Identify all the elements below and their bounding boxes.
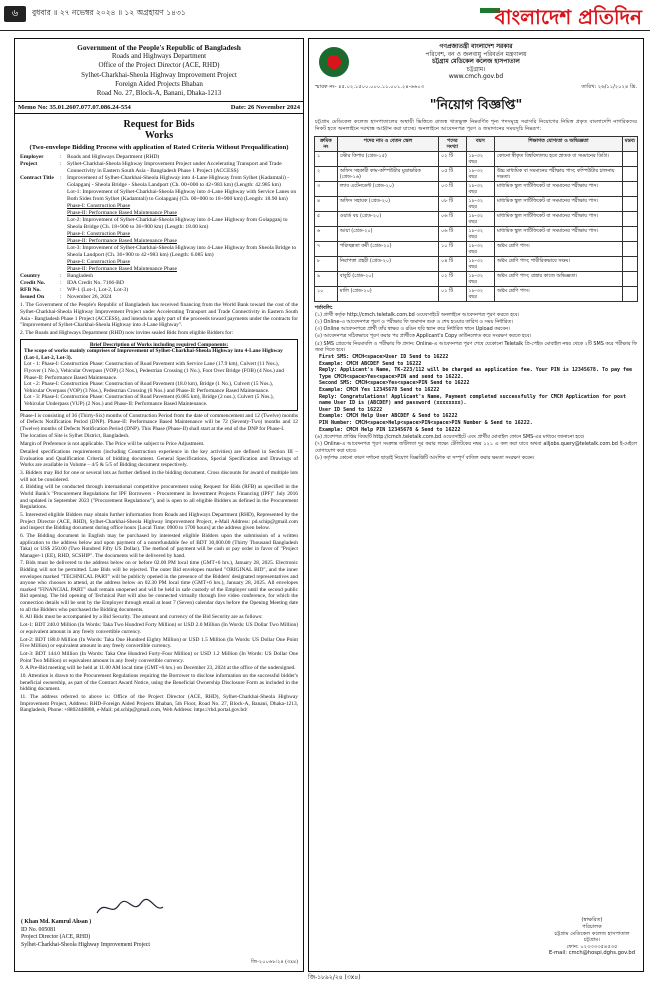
table-cell: অফিস সহকারী কাম-কম্পিউটার মুদ্রাক্ষরিক (গ্রেড-১৬)	[337, 166, 438, 181]
recruitment-header-line: চট্টগ্রাম।	[466, 65, 486, 73]
rfb-title-line: Works	[144, 130, 174, 142]
contract-title: Improvement of Sylhet-Charkhai-Sheola Highway into 4-Lane Highway from Sylhet (Kadamtali) - Golapganj - Sheola Bridge - Sheola Landport (Ch. 00+000 to 42+983 km) (Length: 42.985 km)	[67, 175, 290, 189]
table-cell: কোনো স্বীকৃত বিশ্ববিদ্যালয় হতে স্নাতক বা সমমানের ডিগ্রি।	[495, 151, 623, 166]
kv-project: Project : Sylhet-Charkhai-Sheola Highway Improvement Project under Accelerating Transport and Trade Connectivity in Eastern South Asia - Bangladesh Phase 1 Project (ACCESS)	[15, 161, 303, 175]
table-cell: স্টোর কিপার (গ্রেড-১৫)	[337, 151, 438, 166]
signature-icon	[95, 897, 165, 919]
recruitment-header-line: গণপ্রজাতন্ত্রী বাংলাদেশ সরকার	[439, 43, 513, 50]
note-item: (৪) আবেদনপত্র সঠিকভাবে পূরণ করার পর প্রার্থীকে Applicant's Copy ডাউনলোড করে সংরক্ষণ করতে হবে।	[315, 333, 532, 340]
rfb-header-line: Government of the People's Republic of Bangladesh	[77, 43, 241, 52]
paragraph: Phase-I is consisting of 36 (Thirty-Six) months of Construction Period from the date of commencement and 12 (Twelve) months of Defects Notification Period (DNP). Phase-II: Performance Based Maintenance will be 72 (Seventy-Two) months and 12 (Twelve) months of Defects Notification Period (DNP). This Phase (Phase-II) shall start at the end of the DNP for Phase-I.	[20, 412, 298, 432]
table-cell: ১৮-৩২ বছর	[466, 271, 495, 286]
table-cell: পরিচ্ছন্নতা কর্মী (গ্রেড-২০)	[337, 241, 438, 256]
newspaper-header	[0, 0, 650, 31]
kv-value	[67, 175, 298, 273]
phase-label: Phase-II: Performance Based Maintenance Phase	[67, 238, 177, 245]
recruitment-header-line: www.cmch.gov.bd	[448, 73, 504, 81]
column-header: বয়স	[466, 136, 495, 151]
table-cell: ৭	[315, 241, 338, 256]
paragraph: 9. A Pre-Bid meeting will be held at 11.00 AM local time (GMT+6 hrs.) on December 23, 2024 at the office of the undersigned.	[20, 665, 296, 672]
kv-value: Bangladesh	[67, 273, 94, 280]
table-cell	[622, 286, 637, 301]
lot-3-desc: Lot-3: Improvement of Sylhet-Charkhai-Sheola Highway into 4-Lane Highway from Sheola Bridge to Sheola Landport (Ch. 36+900 to 42+983 km) (Length: 6.085 km)	[67, 245, 297, 259]
rfb-title-line: Request for Bids	[123, 119, 195, 131]
kv-value: WP-1 (Lot-1, Lot-2, Lot-3)	[67, 287, 129, 294]
jobs-table	[314, 136, 638, 302]
table-cell	[622, 196, 637, 211]
rfb-advertisement	[14, 38, 304, 972]
kv-key: Country	[20, 273, 41, 280]
table-cell: ১৮-৩২ বছর	[466, 181, 495, 196]
table-cell: ৯	[315, 271, 338, 286]
recruitment-intro: চট্টগ্রাম মেডিকেল কলেজ হাসপাতালের অস্থায়ী ভিত্তিতে রাজস্ব খাতভুক্ত নিম্নবর্ণিত শূন্য পদসমূহে সরাসরি নিয়োগের নিমিত্ত প্রকৃত বাংলাদেশি নাগরিকদের নিকট হতে অনলাইনে দরখাস্ত আহ্বান করা যাচ্ছে। অনলাইনে আবেদনপত্র পূরণ ও জমাদানের সময়সূচি নিম্নরূপ:	[315, 118, 637, 132]
phase-label: Phase-II: Performance Based Maintenance Phase	[67, 266, 177, 273]
note-item: (৫) SMS প্রেরণের নিয়মাবলি ও পরীক্ষার ফি প্রদান: Online-এ আবেদনপত্র পূরণ শেষে যেকোনো Teletalk প্রি-পেইড মোবাইল নম্বর থেকে ২টি SMS করে পরীক্ষার ফি জমা দিতে হবে।	[315, 340, 637, 353]
scope-box	[20, 339, 298, 411]
table-cell	[622, 166, 637, 181]
kv-value: Sylhet-Charkhai-Sheola Highway Improvement Project under Accelerating Transport and Trade Connectivity in Eastern South Asia - Bangladesh Phase 1 Project (ACCESS)	[67, 161, 282, 175]
kv-key: Issued On	[20, 294, 45, 301]
sms-line: Reply: Applicant's Name, TK-223/112 will be charged as application fee. Your PIN is 12345678. To pay fee Type CMCH<space>Yes<space>PIN and send to 16222.	[319, 367, 633, 380]
column-header: মন্তব্য	[622, 136, 637, 151]
table-cell: ১৮-৩২ বছর	[466, 196, 495, 211]
note-item: (২) Online-এ আবেদনপত্র পূরণ ও পরীক্ষার ফি জমাদান শুরু ও শেষ হওয়ার তারিখ ও সময় নির্ধারিত।	[315, 318, 513, 325]
sms-instructions	[309, 354, 643, 433]
table-cell: ১০ টি	[439, 241, 467, 256]
table-cell: ০৩ টি	[439, 181, 467, 196]
kv-country: Country : Bangladesh	[15, 273, 303, 280]
paragraph: 5. Interested eligible Bidders may obtain further information from Roads and Highways Department (RHD), Represented by the Project Director (ACE, RHD), Sylhet-Charkhai-Sheola Highway Improvement Project, e-Mail Address: pd.schip@gmail.com and inspect the Bidding document during office hours [Local Time: 0900 to 1700 hours] at the address given below.	[20, 511, 298, 532]
rfb-header-line: Road No. 27, Block-A, Banani, Dhaka-1213	[96, 89, 222, 98]
note-item: (১) প্রার্থী কর্তৃক http://cmch.teletalk.com.bd ওয়েবসাইটে অনলাইনে আবেদনপত্র পূরণ করতে হবে।	[315, 311, 520, 318]
phase-label: Phase-I: Construction Phase	[67, 231, 131, 238]
scope-title: Brief Description of Works including required Components:	[89, 341, 229, 348]
rfb-header-line: Office of the Project Director (ACE, RHD)	[98, 61, 220, 70]
kv-credit: Credit No. : IDA Credit No. 7166-BD	[15, 280, 303, 287]
memo-number: Memo No: 35.01.2607.077.07.086.24-554	[18, 104, 131, 112]
table-cell: অষ্টম শ্রেণি পাস।	[495, 286, 623, 301]
sms-line: Second SMS: CMCH<space>Yes<space>PIN Send to 16222	[319, 380, 470, 387]
scope-lot: Lot - 3: Phase-I: Construction Phase: Construction of Road Pavement (6.085 km), Bridge (2 nos.), Culvert (5 Nos.), Vehicular Underpass (VUP) (2 Nos.) and Phase-II: Performance Based Maintenance.	[24, 394, 274, 407]
table-cell: অষ্টম শ্রেণি পাস।	[495, 241, 623, 256]
note-item: (৬) প্রবেশপত্র প্রাপ্তির বিষয়টি http://cmch.teletalk.com.bd ওয়েবসাইটে এবং প্রার্থীর মোবাইল ফোনে SMS-এর মাধ্যমে জানানো হবে।	[315, 434, 585, 441]
paragraph: 7. Bids must be delivered to the address below on or before 02.00 PM local time (GMT+6 hrs.), January 28, 2025. Electronic Bidding will not be permitted. Late Bids will be rejected. The outer Bid envelopes marked "ORIGINAL BID", and the inner envelopes marked "TECHNICAL PART" will be publicly opened in the presence of the Bidders' designated representatives and anyone who chooses to attend, at the address below on 02.30 PM local time (GMT+6 hrs.), January 28, 2025. All envelopes marked "FINANCIAL PART" shall remain unopened and will be held in safe custody of the Employer until the second public Bid opening. The bid opening of Technical Part will also be connected virtually through live video conference, for which the connection details will be sent by the Employer through email at least 7 (Seven) calendar days before the Opening Meeting date to all the Bidders who purchased the Bidding documents.	[20, 560, 298, 613]
table-cell: ০১ টি	[439, 286, 467, 301]
paragraph: 11. The address referred to above is: Office of the Project Director (ACE, RHD), Sylhet-Charkhai-Sheola Highway Improvement Project, Address: RHD-Foreign Aided Projects Bhaban, 5th Floor, Road No. 27, Block-A, Banani, Dhaka-1213, Bangladesh, Phone: +8802448808, e-Mail: pd.schip@gmail.com, Web Address: https://rhd.portal.gov.bd/	[20, 694, 298, 714]
signatory-line: পরিচালক	[582, 924, 602, 931]
kv-key: Employer	[20, 154, 44, 161]
table-cell: ১৮-৩২ বছর	[466, 226, 495, 241]
phase-label: Phase-I: Construction Phase	[67, 203, 131, 210]
rfb-header-line: Roads and Highways Department	[111, 52, 207, 61]
table-cell: ৪	[315, 196, 338, 211]
signatory-id: ID No. 005081	[21, 926, 56, 933]
rfb-subtitle: (Two-envelope Bidding Process with application of Rated Criteria Without Prequalification)	[29, 144, 289, 152]
table-cell: ১৮-৩২ বছর	[466, 151, 495, 166]
table-cell: ১৮-৩২ বছর	[466, 286, 495, 301]
rfb-header-line: Foreign Aided Projects Bhaban	[115, 79, 203, 88]
paragraph: 4. Bidding will be conducted through international competitive procurement using Request for Bids (RFB) as specified in the World Bank's "Procurement Regulations for IPF Borrowers - Procurement in Investment Projects Financing (IPF)" July 2016 and updated in September 2023 ("Procurement Regulations"), and is open to all eligible Bidders as defined in the Procurement Regulations.	[20, 484, 298, 511]
rfb-header-line: Sylhet-Charkhai-Sheola Highway Improvement Project	[81, 70, 237, 79]
sms-line: Example: CMCH Help User ABCDEF & Send to 16222	[319, 413, 458, 420]
table-row	[315, 181, 638, 196]
kv-value: Roads and Highways Department (RHD)	[67, 154, 160, 161]
table-cell: ৫	[315, 211, 338, 226]
kv-contract: Contract Title : Improvement of Sylhet-Charkhai-Sheola Highway into 4-Lane Highway from Sylhet (Kadamtali) - Golapganj - Sheola Bridge - Sheola Landport (Ch. 00+000 to 42+983 km) (Length: 42.985 km) Lot-1: Improvement of Sylhet-Charkhai-Sheola Highway into 4-Lane Highway with Service Lanes on Both Sides from Sylhet (Kadamtali) to Golapganj (Ch. 00+000 to 18+900 km) (Length: 18.90 km) Phase-I: Construction Phase Phase-II: Performance Based Maintenance Phase Lot-2: Improvement of Sylhet-Charkhai-Sheola Highway into 4-Lane Highway from Golapganj to Sheola Bridge (Ch. 18+900 to 36+900 km) (Length: 18.00 km) Phase-I: Construction Phase Phase-II: Performance Based Maintenance Phase Lot-3: Improvement of Sylhet-Charkhai-Sheola Highway into 4-Lane Highway from Sheola Bridge to Sheola Landport (Ch. 36+900 to 42+983 km) (Length: 6.085 km) Phase-I: Construction Phase Phase-II: Performance Based Maintenance Phase	[20, 175, 297, 273]
sms-line: Example: CMCH Yes 12345678 Send to 16222	[319, 386, 440, 393]
phase-label: Phase-I: Construction Phase	[67, 259, 131, 266]
recruitment-header-line: চট্টগ্রাম মেডিকেল কলেজ হাসপাতাল	[432, 58, 520, 66]
government-emblem-icon	[319, 47, 349, 77]
paragraph: 6. The Bidding document in English may be purchased by interested eligible Bidders upon the submission of a written application to the address below and upon payment of a nonrefundable fee of BDT 30,000.00 (Thirty Thousand Bangladesh Taka) or US$ 250.00 (Two Hundred Fifty US Dollar). The method of payment will be cash or pay order in favor of "Project Manager-1 (EE), RHD, SCSHIP". The documents will be delivered by hand.	[20, 532, 298, 559]
signatory-line: E-mail: cmch@hospi.dghs.gov.bd	[548, 950, 635, 957]
table-cell: ১০	[315, 286, 338, 301]
table-cell: ৩	[315, 181, 338, 196]
sms-line: PIN Number: CMCH<space>Help<space>PIN<space>PIN Number & Send to 16222.	[319, 419, 533, 426]
paragraph: Detailed specifications requirements (including Construction experience in the key activities) are defined in Section III – Evaluation and Qualification Criteria of bidding document. General Specifications, Special Specification and Drawings of Works are available in Volume – 4/5 & 5/5 of Bidding document respectively.	[20, 449, 298, 469]
paragraph: The location of Site is Sylhet District, Bangladesh.	[20, 433, 130, 440]
column-header: ক্রমিক নং	[315, 136, 338, 151]
gd-number: জি-১৮৯২/২৪ (৩x৪)	[308, 974, 361, 981]
table-cell: ০৬ টি	[439, 211, 467, 226]
table-row	[315, 286, 638, 301]
kv-rfb: RFB No. : WP-1 (Lot-1, Lot-2, Lot-3)	[15, 287, 303, 294]
table-cell: অফিস সহায়ক (গ্রেড-২০)	[337, 196, 438, 211]
recruitment-header	[309, 43, 643, 81]
table-cell: ০৮ টি	[439, 196, 467, 211]
sms-line: Example: CMCH Help PIN 12345678 & Send to 16222	[319, 426, 461, 433]
memo-date: Date: 26 November 2024	[230, 104, 300, 112]
table-cell: ১	[315, 151, 338, 166]
table-cell: ০২ টি	[439, 151, 467, 166]
table-row	[315, 196, 638, 211]
paragraph: 2. The Roads and Highways Department (RHD) now invites sealed Bids from eligible Bidders for:	[20, 329, 233, 336]
table-row	[315, 256, 638, 271]
recruitment-header-line: পরিবেশ, বন ও জলবায়ু পরিবর্তন মন্ত্রণালয়	[425, 50, 527, 58]
scope-lot: Lot - 2: Phase-I: Construction Phase: Construction of Road Pavement (18.0 km), Bridge (1 No.), Culvert (15 Nos.), Vehicular Overpass (VOP) (3 Nos.), Pedestrian Crossing (6 Nos.) and Phase-II: Performance Based Maintenance.	[24, 381, 273, 394]
table-cell	[622, 181, 637, 196]
kv-value: November 26, 2024	[67, 294, 112, 301]
note-item: (৭) Online-এ আবেদনপত্র পূরণ সংক্রান্ত জটিলতা দূর করার লক্ষ্যে টেলিটকের নম্বর ১২১ এ কল করা যাবে অথবা alljobs.query@teletalk.com.bd ই-মেইলে যোগাযোগ করা যাবে।	[315, 441, 637, 454]
signatory-line: ফোন: ০২৩৩৩৩৫৪৫৩৫	[566, 943, 618, 950]
signatory-project: Sylhet-Charkhai-Sheola Highway Improvement Project	[21, 941, 150, 948]
kv-issued: Issued On : November 26, 2024	[15, 294, 303, 301]
table-cell: ওয়ার্ড বয় (গ্রেড-২০)	[337, 211, 438, 226]
paragraph: 3. Bidders may Bid for one or several lots as further defined in the bidding document. Cross discounts for award of multiple lots will not be considered.	[20, 470, 298, 483]
table-cell: মাধ্যমিক স্কুল সার্টিফিকেট বা সমমানের পরীক্ষায় পাস।	[495, 211, 623, 226]
column-header: শিক্ষাগত যোগ্যতা ও অভিজ্ঞতা	[495, 136, 623, 151]
paragraph: Lot-1: BDT 240.0 Million (In Words: Taka Two Hundred Forty Million) or USD 2.0 Million (In Words: US Dollar Two Million) or equivalent amount in any freely convertible currency.	[20, 622, 298, 635]
newspaper-logo: বাংলাদেশ প্রতিদিন	[494, 5, 642, 29]
phase-label: Phase-II: Performance Based Maintenance Phase	[67, 210, 177, 217]
kv-value: IDA Credit No. 7166-BD	[67, 280, 124, 287]
scope-intro: The scope of works mainly comprises of Improvement of Sylhet-Charkhai-Sheola Highway into 4-Lane Highway (Lot-1, Lot-2, Lot-3).	[24, 348, 283, 361]
table-cell	[622, 271, 637, 286]
signatory-line: চট্টগ্রাম।	[583, 937, 601, 944]
table-cell	[622, 241, 637, 256]
table-row	[315, 151, 638, 166]
table-cell: ল্যাব এটেনডেন্ট (গ্রেড-২০)	[337, 181, 438, 196]
column-header: পদের নাম ও বেতন স্কেল	[337, 136, 438, 151]
rfb-title	[15, 119, 303, 141]
signatory-line: চট্টগ্রাম মেডিকেল কলেজ হাসপাতাল	[554, 930, 630, 937]
table-cell: মাধ্যমিক স্কুল সার্টিফিকেট বা সমমানের পরীক্ষায় পাস।	[495, 226, 623, 241]
table-cell: ১৮-৩২ বছর	[466, 256, 495, 271]
rfb-header	[15, 43, 303, 98]
table-cell	[622, 256, 637, 271]
sms-line: Reply: Congratulations! Applicant's Name, Payment completed successfully for CMCH Application for post name User ID is (ABCDEF) and password (xxxxxxxx).	[319, 393, 627, 407]
table-cell	[622, 226, 637, 241]
gd-number: জি-২০০৬৮/২৪ (৩x৪)	[251, 959, 298, 965]
paragraph: 1. The Government of the People's Republic of Bangladesh has received financing from the World Bank toward the cost of the Sylhet-Charkhai-Sheola Highway Improvement Project under Accelerating Transport and Trade Connectivity in Eastern South Asia - Bangladesh Phase 1 Project (ACCESS), and intends to apply part of the proceeds toward payments under the contracts for "Improvement of Sylhet-Charkhai-Sheola Highway into 4-Lane Highway".	[20, 302, 298, 329]
table-header-row	[315, 136, 638, 151]
recruitment-advertisement	[308, 38, 644, 972]
table-cell: ০৫ টি	[439, 166, 467, 181]
sms-line: Example: CMCH ABCDEF Send to 16222	[319, 360, 422, 367]
table-cell: ০৬ টি	[439, 226, 467, 241]
table-cell: আয়া (গ্রেড-২০)	[337, 226, 438, 241]
recruitment-title: "নিয়োগ বিজ্ঞপ্তি"	[429, 97, 523, 113]
sms-line: First SMS: CMCH<space>User ID Send to 16222	[319, 353, 449, 360]
paragraph: Lot-3: BDT 144.0 Million (In Words: Taka One Hundred Forty-Four Million) or USD 1.2 Million (In Words: US Dollar One Point Two Million) or equivalent amount in any freely convertible currency.	[20, 650, 298, 664]
scope-lot: Lot - 1: Phase-I: Construction Phase: Construction of Road Pavement with Service Lane (17.9 km), Culvert (11 Nos.), Flyover (1 No.), Vehicular Overpass (VOP) (3 Nos.), Pedestrian Crossing (1 No.), Foot Over Bridge (FOB) (4 Nos.) and Phase-II: Performance Based Maintenance.	[24, 361, 284, 381]
table-row	[315, 271, 638, 286]
lot-1-desc: Lot-1: Improvement of Sylhet-Charkhai-Sheola Highway into 4-Lane Highway with Service Lanes on Both Sides from Sylhet (Kadamtali) to Golapganj (Ch. 00+000 to 18+900 km) (Length: 18.90 km)	[67, 189, 297, 203]
note-item: (৩) Online আবেদনপত্রে প্রার্থী তাঁর স্বাক্ষর ও রঙিন ছবি স্ক্যান করে নির্ধারিত স্থানে Upload করবেন।	[315, 326, 510, 333]
table-cell: মাধ্যমিক স্কুল সার্টিফিকেট বা সমমানের পরীক্ষায় পাস।	[495, 196, 623, 211]
notes-title: শর্তাবলি:	[315, 304, 333, 311]
paragraph: 8. All Bids must be accompanied by a Bid Security. The amount and currency of the Bid Security are as follows:	[20, 614, 263, 621]
table-cell: মাধ্যমিক স্কুল সার্টিফিকেট বা সমমানের পরীক্ষায় পাস।	[495, 181, 623, 196]
kv-key: RFB No.	[20, 287, 41, 294]
signatory-title: Project Director (ACE, RHD)	[21, 934, 91, 941]
paragraph: Margin of Preference is not applicable. The Price will be subject to Price Adjustment.	[20, 441, 205, 448]
table-cell: নিরাপত্তা প্রহরী (গ্রেড-২০)	[337, 256, 438, 271]
table-cell: ১৮-৩২ বছর	[466, 241, 495, 256]
paragraph: Lot-2: BDT 180.0 Million (In Words: Taka One Hundred Eighty Million) or USD 1.5 Million (In Words: US Dollar One Point Five Million) or equivalent amount in any freely convertible currency.	[20, 636, 298, 650]
reference-row	[309, 83, 643, 93]
table-cell: ০৪ টি	[439, 256, 467, 271]
signatory-block	[21, 919, 150, 949]
table-cell: ১৮-৩২ বছর	[466, 166, 495, 181]
reference-date: তারিখ: ২৬/১১/২০২৪ খ্রি.	[581, 83, 637, 90]
kv-key: Project	[20, 161, 38, 168]
memo-row	[15, 101, 303, 114]
page-number: ৬	[4, 6, 26, 22]
table-cell: ২	[315, 166, 338, 181]
table-row	[315, 226, 638, 241]
signatory-line: (স্বাক্ষরিত)	[581, 917, 603, 924]
table-cell: ০২ টি	[439, 271, 467, 286]
table-cell	[622, 211, 637, 226]
table-cell	[622, 151, 637, 166]
kv-employer: Employer : Roads and Highways Department (RHD)	[15, 154, 303, 161]
table-row	[315, 241, 638, 256]
signatory-name: ( Khan Md. Kamrul Ahsan )	[21, 919, 92, 926]
column-header: পদের সংখ্যা	[439, 136, 467, 151]
table-cell: উচ্চ মাধ্যমিক বা সমমানের পরীক্ষায় পাস; কম্পিউটার চালনায় দক্ষতা।	[495, 166, 623, 181]
note-item: (৮) কর্তৃপক্ষ কোনো কারণ দর্শানো ছাড়াই নিয়োগ বিজ্ঞপ্তিটি আংশিক বা সম্পূর্ণ বাতিল করার ক্ষমতা সংরক্ষণ করেন।	[315, 454, 535, 461]
paragraph: 10. Attention is drawn to the Procurement Regulations requiring the Borrower to disclose information on the successful bidder's beneficial ownership, as part of the Contract Award Notice, using the Beneficial Ownership Disclosure Form as included in the bidding document.	[20, 673, 298, 693]
table-row	[315, 166, 638, 181]
issue-date: বুধবার ॥ ২৭ নভেম্বর ২০২৪ ॥ ১২ অগ্রহায়ণ ১৪৩১	[32, 8, 186, 17]
recruitment-signatory	[549, 917, 635, 957]
table-cell: ৮	[315, 256, 338, 271]
table-cell: অষ্টম শ্রেণি পাস; শারীরিকভাবে সক্ষম।	[495, 256, 623, 271]
table-row	[315, 211, 638, 226]
table-cell: ৬	[315, 226, 338, 241]
kv-key: Credit No.	[20, 280, 46, 287]
lot-2-desc: Lot-2: Improvement of Sylhet-Charkhai-Sheola Highway into 4-Lane Highway from Golapganj to Sheola Bridge (Ch. 18+900 to 36+900 km) (Length: 18.00 km)	[67, 217, 288, 231]
table-cell: অষ্টম শ্রেণি পাস; রান্নার কাজে অভিজ্ঞতা।	[495, 271, 623, 286]
table-cell: মালি (গ্রেড-২০)	[337, 286, 438, 301]
sms-line: User ID Send to 16222	[319, 406, 383, 413]
table-cell: বাবুর্চি (গ্রেড-২০)	[337, 271, 438, 286]
table-cell: ১৮-৩২ বছর	[466, 211, 495, 226]
kv-key: Contract Title	[20, 175, 54, 182]
reference-number: স্মারক নং- ৪৫.০২.১৫০০.০০০.১১.০০১.২৪-৬৬০৩	[315, 83, 425, 90]
